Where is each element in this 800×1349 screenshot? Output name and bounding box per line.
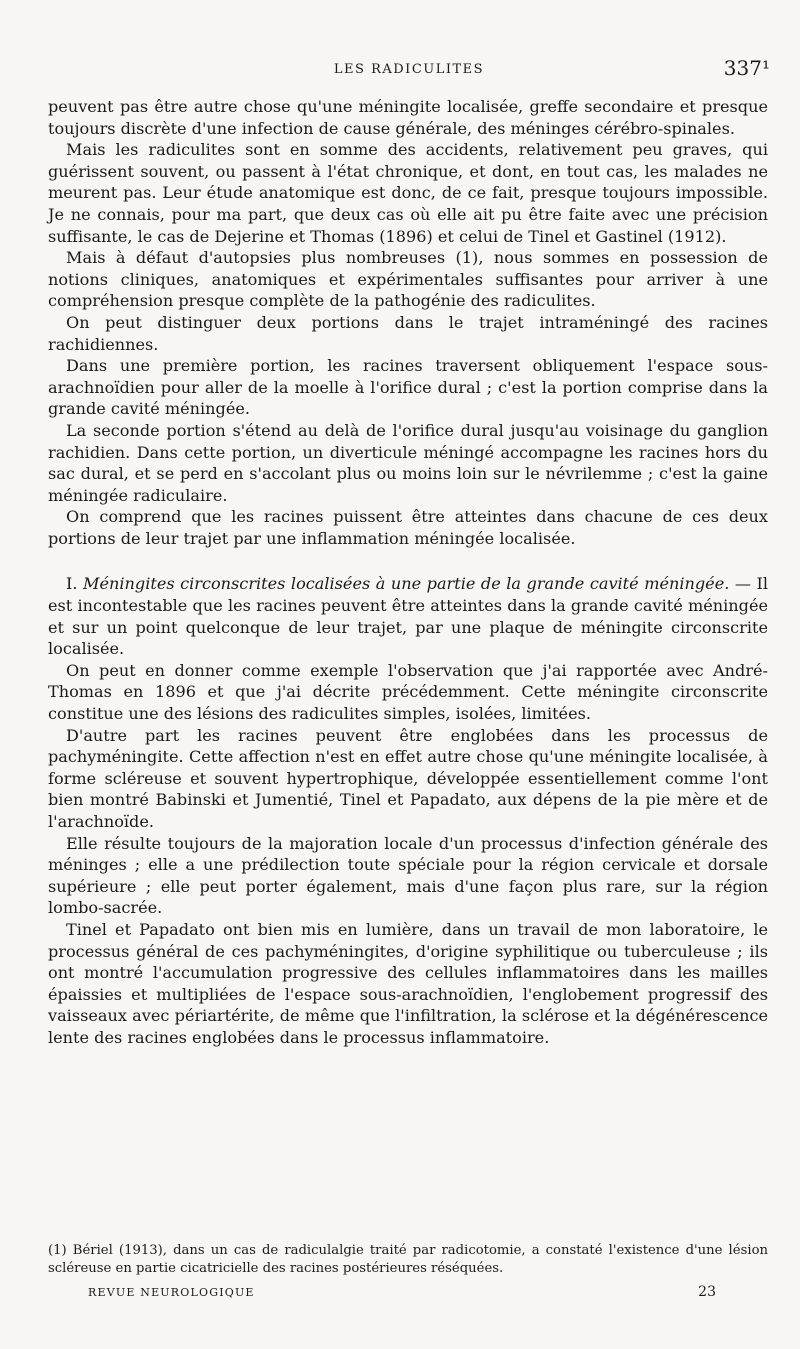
paragraph: Mais à défaut d'autopsies plus nombreuses (1), nous sommes en possession de notions cliniques, anatomiques et expérimentales suffisantes pour arriver à une compréhension presque complète de la pathogénie des radiculites. (48, 248, 768, 311)
footnote: (1) Bériel (1913), dans un cas de radiculalgie traité par radicotomie, a constaté l'existence d'une lésion scléreuse en partie cicatricielle des racines postérieures réséquées. (48, 1243, 768, 1276)
paragraph: On peut en donner comme exemple l'observation que j'ai rapportée avec André-Thomas en 1896 et que j'ai décrite précédemment. Cette méningite circonscrite constitue une des lésions des radiculites simples, isolées, limitées. (48, 660, 768, 724)
page-header (48, 56, 770, 86)
section-number: I. (66, 574, 78, 594)
body-text (48, 96, 768, 1049)
paragraph: D'autre part les racines peuvent être englobées dans les processus de pachyméningite. Cette affection n'est en effet autre chose qu'une méningite localisée, à forme scléreuse et souvent hypertrophique, développée essentiellement comme l'ont bien montré Babinski et Jumentié, Tinel et Papadato, aux dépens de la pie mère et de l'arachnoïde. (48, 725, 768, 831)
signature-mark: 23 (698, 1284, 716, 1300)
paragraph: Mais les radiculites sont en somme des accidents, relativement peu graves, qui guérissent souvent, ou passent à l'état chronique, et dont, en tout cas, les malades ne meurent pas. Leur étude anatomique est donc, de ce fait, presque toujours impossible. Je ne connais, pour ma part, que deux cas où elle ait pu être faite avec une précision suffisante, le cas de Dejerine et Thomas (1896) et celui de Tinel et Gastinel (1912). (48, 140, 768, 246)
journal-name: REVUE NEUROLOGIQUE (88, 1286, 255, 1299)
section-heading: Méningites circonscrites localisées à une partie de la grande cavité méningée. — (83, 574, 751, 594)
section-intro: Il est incontestable que les racines peuvent être atteintes dans la grande cavité méningée et sur un point quelconque de leur trajet, par une plaque de méningite circonscrite localisée. (48, 574, 768, 659)
paragraph: Dans une première portion, les racines traversent obliquement l'espace sous-arachnoïdien pour aller de la moelle à l'orifice dural ; c'est la portion comprise dans la grande cavité méningée. (48, 356, 768, 419)
page-footer (88, 1284, 716, 1308)
paragraph: On peut distinguer deux portions dans le trajet intraméningé des racines rachidiennes. (48, 312, 768, 354)
section-heading-paragraph (48, 573, 768, 659)
page-number: 337¹ (723, 56, 770, 80)
paragraph: peuvent pas être autre chose qu'une méningite localisée, greffe secondaire et presque toujours discrète d'une infection de cause générale, des méninges cérébro-spinales. (48, 97, 768, 138)
paragraph: La seconde portion s'étend au delà de l'orifice dural jusqu'au voisinage du ganglion rachidien. Dans cette portion, un diverticule méningé accompagne les racines hors du sac dural, et se perd en s'accolant plus ou moins loin sur le névrilemme ; c'est la gaine méningée radiculaire. (48, 420, 768, 505)
paragraph: Tinel et Papadato ont bien mis en lumière, dans un travail de mon laboratoire, le processus général de ces pachyméningites, d'origine syphilitique ou tuberculeuse ; ils ont montré l'accumulation progressive des cellules inflammatoires dans les mailles épaissies et multipliées de l'espace sous-arachnoïdien, l'englobement progressif des vaisseaux avec périartérite, de même que l'infiltration, la sclérose et la dégénérescence lente des racines englobées dans le processus inflammatoire. (48, 919, 768, 1047)
paragraph: On comprend que les racines puissent être atteintes dans chacune de ces deux portions de leur trajet par une inflammation méningée localisée. (48, 507, 768, 548)
paragraph: Elle résulte toujours de la majoration locale d'un processus d'infection générale des méninges ; elle a une prédilection toute spéciale pour la région cervicale et dorsale supérieure ; elle peut porter également, mais d'une façon plus rare, sur la région lombo-sacrée. (48, 833, 768, 918)
running-title: LES RADICULITES (333, 62, 485, 77)
